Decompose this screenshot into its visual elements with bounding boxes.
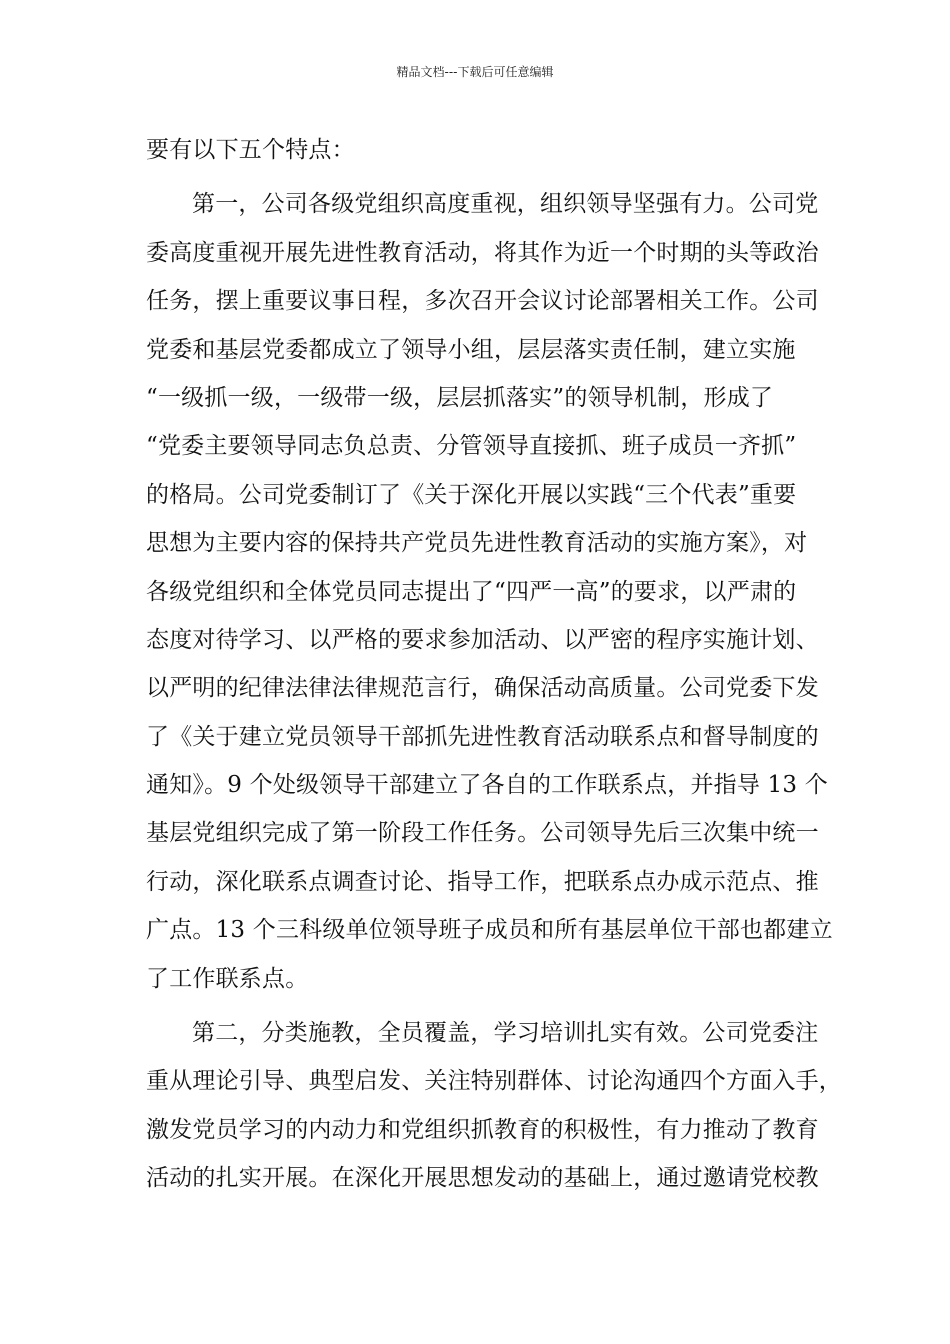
text-line: 了工作联系点。 <box>146 965 309 992</box>
text-line: 思想为主要内容的保持共产党员先进性教育活动的实施方案》，对 <box>146 530 808 557</box>
text-line: 通知》。9 个处级领导干部建立了各自的工作联系点，并指导 13 个 <box>146 772 828 799</box>
text-line: 态度对待学习、以严格的要求参加活动、以严密的程序实施计划、 <box>146 626 819 653</box>
text-line: 行动，深化联系点调查讨论、指导工作，把联系点办成示范点、推 <box>146 868 819 895</box>
text-line: 委高度重视开展先进性教育活动，将其作为近一个时期的头等政治 <box>146 239 819 266</box>
text-line: 第一，公司各级党组织高度重视，组织领导坚强有力。公司党 <box>192 191 819 218</box>
text-line: 了《关于建立党员领导干部抓先进性教育活动联系点和督导制度的 <box>146 723 819 750</box>
text-line: 活动的扎实开展。在深化开展思想发动的基础上，通过邀请党校教 <box>146 1165 819 1192</box>
text-line: 基层党组织完成了第一阶段工作任务。公司领导先后三次集中统一 <box>146 820 819 847</box>
text-line: 以严明的纪律法律法律规范言行，确保活动高质量。公司党委下发 <box>146 675 819 702</box>
text-line: 党委和基层党委都成立了领导小组，层层落实责任制，建立实施 <box>146 336 796 363</box>
page-header: 精品文档---下载后可任意编辑 <box>396 65 554 79</box>
paragraph-intro <box>146 126 808 174</box>
document-body <box>146 126 842 1203</box>
text-line: 第二，分类施教，全员覆盖，学习培训扎实有效。公司党委注 <box>192 1020 819 1047</box>
text-line: 要有以下五个特点： <box>146 137 355 163</box>
text-line: 的格局。公司党委制订了《关于深化开展以实践“三个代表”重要 <box>146 481 797 508</box>
text-line: “一级抓一级，一级带一级，层层抓落实”的领导机制，形成了 <box>146 384 774 411</box>
text-line: 重从理论引导、典型启发、关注特别群体、讨论沟通四个方面入手， <box>146 1068 842 1095</box>
text-line: 各级党组织和全体党员同志提出了“四严一高”的要求，以严肃的 <box>146 578 797 605</box>
text-line: 广点。13 个三科级单位领导班子成员和所有基层单位干部也都建立 <box>146 917 833 944</box>
text-line: “党委主要领导同志负总责、分管领导直接抓、班子成员一齐抓” <box>146 433 797 460</box>
paragraph-second <box>146 1009 842 1203</box>
paragraph-first <box>146 180 833 1003</box>
text-line: 任务，摆上重要议事日程，多次召开会议讨论部署相关工作。公司 <box>146 288 819 315</box>
text-line: 激发党员学习的内动力和党组织抓教育的积极性，有力推动了教育 <box>146 1116 819 1143</box>
